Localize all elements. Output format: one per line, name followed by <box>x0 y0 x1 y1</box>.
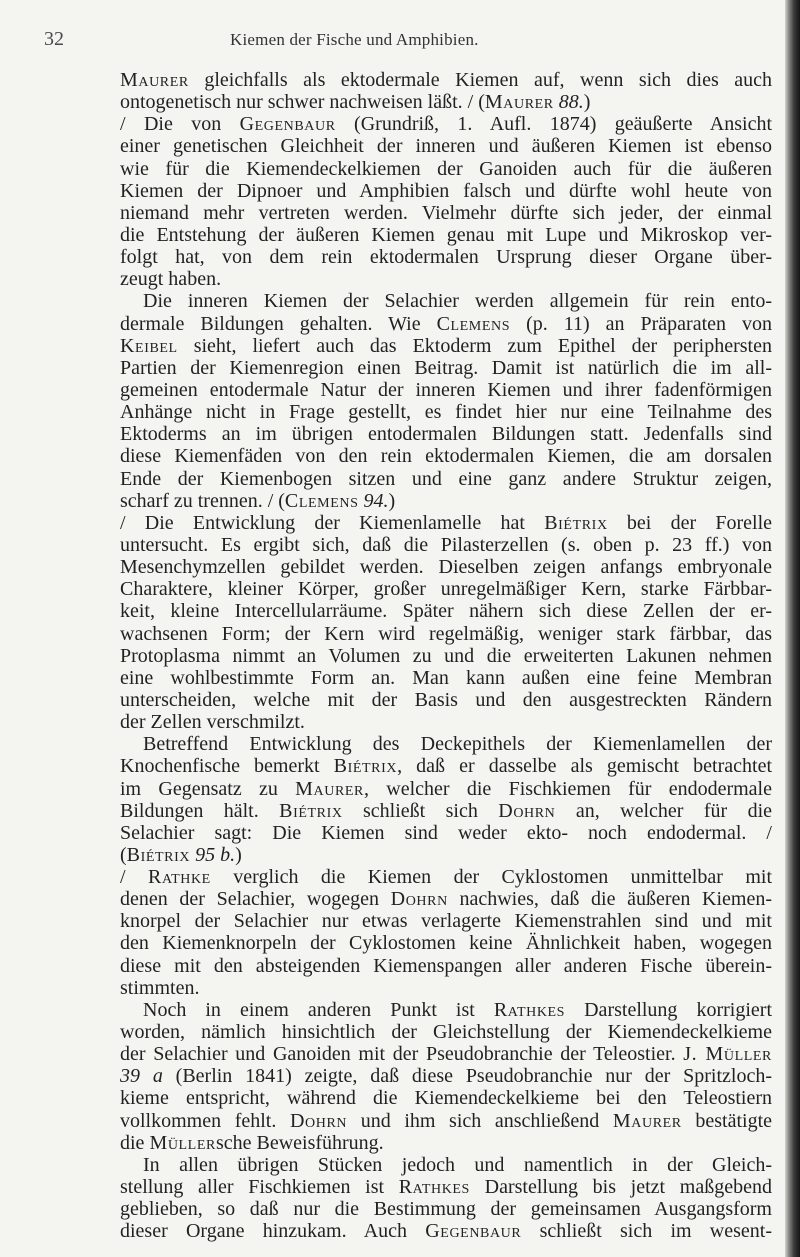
small-caps-name: Maurer <box>295 777 364 800</box>
text-line <box>120 423 772 445</box>
paragraph <box>120 866 772 999</box>
text-line <box>120 180 772 202</box>
text-run: die <box>120 1131 150 1154</box>
text-line <box>120 313 772 335</box>
text-run: bei der Forelle <box>607 511 773 534</box>
text-line <box>120 955 772 977</box>
text-run: gleichfalls als ektodermale Kiemen auf, wenn sich dies auch <box>188 69 772 91</box>
text-line <box>120 556 772 578</box>
text-run: an, welcher für die <box>555 799 773 822</box>
text-line <box>120 268 772 290</box>
text-line <box>120 357 772 379</box>
text-line <box>120 512 772 534</box>
scan-edge-shadow <box>785 0 800 1257</box>
text-line <box>120 1110 772 1132</box>
text-run: Kiemen der Dipnoer und Amphibien falsch und dürfte wohl heute von <box>120 179 772 202</box>
small-caps-name: Rathkes <box>398 1176 470 1199</box>
text-run: ) <box>235 843 242 866</box>
text-run: Charaktere, kleiner Körper, großer unregelmäßiger Kern, starke Färbbar- <box>120 578 772 601</box>
text-line <box>120 202 772 224</box>
text-line <box>120 623 772 645</box>
small-caps-name: Clemens <box>436 312 511 335</box>
text-run: eine wohlbestimmte Form an. Man kann außen eine feine Membran <box>120 666 772 689</box>
small-caps-name: Gegenbaur <box>425 1220 522 1243</box>
small-caps-name: Maurer <box>120 69 189 91</box>
text-run: Knochenfische bemerkt <box>120 755 334 778</box>
text-line <box>120 932 772 954</box>
text-run: wie für die Kiemendeckelkiemen der Ganoiden auch für die äußeren <box>120 157 772 180</box>
text-run: worden, nämlich hinsichtlich der Gleichstellung der Kiemendeckelkieme <box>120 1021 772 1044</box>
text-run: ( <box>120 843 127 866</box>
text-run: (p. 11) an Präparaten von <box>510 312 772 335</box>
text-line <box>120 158 772 180</box>
text-run: stimmten. <box>120 976 200 999</box>
text-run: gemeinen entodermale Natur der inneren Kiemen und ihrer fadenförmigen <box>120 378 772 401</box>
small-caps-name: Dohrn <box>498 799 556 822</box>
text-line <box>120 689 772 711</box>
paragraph <box>120 113 772 290</box>
small-caps-name: Rathke <box>148 866 211 889</box>
text-line <box>120 1021 772 1043</box>
text-run: knorpel der Selachier nur etwas verlagerte Kiemenstrahlen sind und mit <box>120 910 772 933</box>
text-line <box>120 977 772 999</box>
text-run: diese mit den absteigenden Kiemenspangen aller anderen Fische überein- <box>120 954 772 977</box>
text-run: ) <box>388 489 396 512</box>
text-line <box>120 468 772 490</box>
text-run: der Zellen verschmilzt. <box>120 711 305 734</box>
text-line <box>120 888 772 910</box>
paragraph <box>120 999 772 1154</box>
text-line <box>120 246 772 268</box>
text-line <box>120 711 772 733</box>
text-line <box>120 113 772 135</box>
paragraph <box>120 290 772 511</box>
text-run: Noch in einem anderen Punkt ist <box>143 998 494 1021</box>
text-line <box>120 1198 772 1220</box>
text-run: schließt sich <box>342 799 499 822</box>
text-run: diese Kiemenfäden von den rein ektodermalen Kiemen, die am dorsalen <box>120 445 772 468</box>
text-line <box>120 290 772 312</box>
text-line <box>120 1087 772 1109</box>
text-run: Mesenchymzellen gebildet werden. Dieselben zeigen anfangs embryonale <box>120 556 772 579</box>
text-run: und ihm sich anschließend <box>347 1109 613 1132</box>
text-line <box>120 1043 772 1065</box>
text-run: untersucht. Es ergibt sich, daß die Pilasterzellen (s. oben p. 23 ff.) von <box>120 533 772 556</box>
text-run: den Kiemenknorpeln der Cyklostomen keine Ähnlichkeit haben, wogegen <box>120 932 772 955</box>
text-run: im Gegensatz zu <box>120 777 296 800</box>
text-line <box>120 866 772 888</box>
text-run: ) <box>583 91 591 114</box>
text-run: dermale Bildungen gehalten. Wie <box>120 312 437 335</box>
italic-reference: 88. <box>558 91 584 114</box>
text-run: keit, kleine Intercellularräume. Später nähern sich diese Zellen der er- <box>120 600 772 623</box>
text-line <box>120 1132 772 1154</box>
paragraph <box>120 1154 772 1243</box>
text-run: der Selachier und Ganoiden mit der Pseudobranchie der Teleostier. <box>120 1043 684 1066</box>
text-line <box>120 667 772 689</box>
text-run: Ende der Kiemenbogen sitzen und eine ganz andere Struktur zeigen, <box>120 467 772 490</box>
text-run: vollkommen fehlt. <box>120 1109 290 1132</box>
text-run: bestätigte <box>681 1109 773 1132</box>
text-line <box>120 844 772 866</box>
italic-reference: 39 a <box>120 1065 163 1088</box>
text-run: unterscheiden, welche mit der Basis und den ausgestreckten Rändern <box>120 688 772 711</box>
text-run: geblieben, so daß nur die Bestimmung der gemeinsamen Ausgangsform <box>120 1198 772 1221</box>
small-caps-name: Dohrn <box>390 888 448 911</box>
text-run: die Entstehung der äußeren Kiemen genau mit Lupe und Mikroskop ver- <box>120 223 772 246</box>
text-run: In allen übrigen Stücken jedoch und namentlich in der Gleich- <box>143 1153 772 1176</box>
text-run: Betreffend Entwicklung des Deckepithels der Kiemenlamellen der <box>143 733 772 756</box>
text-line <box>120 778 772 800</box>
text-run: sche Beweisführung. <box>215 1131 384 1154</box>
text-line <box>120 91 772 113</box>
italic-reference: 94. <box>363 489 389 512</box>
text-run: (Berlin 1841) zeigte, daß diese Pseudobranchie nur der Spritzloch- <box>162 1065 772 1088</box>
text-line <box>120 578 772 600</box>
paragraph <box>120 512 772 733</box>
text-run: Darstellung korrigiert <box>565 998 772 1021</box>
small-caps-name: Biétrix <box>333 755 398 778</box>
text-line <box>120 733 772 755</box>
text-line <box>120 822 772 844</box>
text-line <box>120 224 772 246</box>
small-caps-name: Rathkes <box>493 998 566 1021</box>
text-run: ontogenetisch nur schwer nachweisen läßt. / ( <box>120 91 485 114</box>
small-caps-name: Biétrix <box>544 511 608 534</box>
text-line <box>120 600 772 622</box>
text-line <box>120 135 772 157</box>
paragraph <box>120 733 772 866</box>
text-run: / <box>120 866 149 889</box>
text-run: kieme entspricht, während die Kiemendeckelkieme bei den Teleostiern <box>120 1087 772 1110</box>
text-line <box>120 1065 772 1087</box>
small-caps-name: Biétrix <box>126 843 191 866</box>
small-caps-name: Gegenbaur <box>239 113 336 136</box>
text-run: zeugt haben. <box>120 268 222 291</box>
small-caps-name: Maurer <box>484 91 554 114</box>
text-run: Darstellung bis jetzt maßgebend <box>469 1176 772 1199</box>
small-caps-name: Keibel <box>120 334 178 357</box>
small-caps-name: Müller <box>149 1131 216 1154</box>
text-run: folgt hat, von dem rein ektodermalen Ursprung dieser Organe über- <box>120 246 772 269</box>
text-line <box>120 1154 772 1176</box>
text-line <box>120 910 772 932</box>
text-run: scharf zu trennen. / ( <box>120 489 285 512</box>
text-line <box>120 534 772 556</box>
text-line <box>120 445 772 467</box>
text-line <box>120 69 772 91</box>
text-run: Anhänge nicht in Frage gestellt, es findet hier nur eine Teilnahme des <box>120 401 772 424</box>
text-run: einer genetischen Gleichheit der inneren und äußeren Kiemen ist ebenso <box>120 135 772 158</box>
text-run: Bildungen hält. <box>120 799 280 822</box>
text-run: denen der Selachier, wogegen <box>120 888 391 911</box>
running-head: Kiemen der Fische und Amphibien. <box>230 30 479 49</box>
text-run: Die inneren Kiemen der Selachier werden allgemein für rein ento- <box>143 290 772 313</box>
text-run: sieht, liefert auch das Ektoderm zum Epithel der periphersten <box>177 334 772 357</box>
text-run: , welcher die Fischkiemen für endodermale <box>364 777 772 800</box>
text-run: schließt sich im wesent- <box>521 1220 772 1243</box>
small-caps-name: Biétrix <box>279 799 343 822</box>
text-run: dieser Organe hinzukam. Auch <box>120 1220 426 1243</box>
text-line <box>120 379 772 401</box>
text-line <box>120 999 772 1021</box>
text-run: Partien der Kiemenregion einen Beitrag. Damit ist natürlich die im all- <box>120 356 772 379</box>
text-run: / Die von <box>120 113 240 136</box>
page-number: 32 <box>44 28 64 50</box>
small-caps-name: Maurer <box>612 1109 682 1132</box>
body-text <box>120 69 772 1242</box>
text-line <box>120 1220 772 1242</box>
text-run: (Grundriß, 1. Aufl. 1874) geäußerte Ansicht <box>335 113 772 136</box>
text-line <box>120 755 772 777</box>
text-run: Selachier sagt: Die Kiemen sind weder ekto- noch endodermal. / <box>120 821 772 844</box>
paragraph <box>120 69 772 113</box>
italic-reference: 95 b. <box>195 843 236 866</box>
text-run: stellung aller Fischkiemen ist <box>120 1176 399 1199</box>
text-line <box>120 490 772 512</box>
text-run: wachsenen Form; der Kern wird regelmäßig, weniger stark färbbar, das <box>120 622 772 645</box>
small-caps-name: Clemens <box>284 489 359 512</box>
text-run: niemand mehr vertreten werden. Vielmehr dürfte sich jeder, der einmal <box>120 201 772 224</box>
text-line <box>120 401 772 423</box>
text-line <box>120 645 772 667</box>
small-caps-name: Dohrn <box>289 1109 348 1132</box>
text-line <box>120 335 772 357</box>
small-caps-name: J. Müller <box>683 1043 772 1066</box>
text-run: Protoplasma nimmt an Volumen zu und die erweiterten Lakunen nehmen <box>120 644 772 667</box>
text-run: nachwies, daß die äußeren Kiemen- <box>447 888 772 911</box>
text-run: , daß er dasselbe als gemischt betrachtet <box>397 755 772 778</box>
text-run: Ektoderms an im übrigen entodermalen Bildungen statt. Jedenfalls sind <box>120 423 772 446</box>
text-run: / Die Entwicklung der Kiemenlamelle hat <box>120 511 545 534</box>
text-line <box>120 800 772 822</box>
text-run: verglich die Kiemen der Cyklostomen unmittelbar mit <box>210 866 772 889</box>
text-line <box>120 1176 772 1198</box>
